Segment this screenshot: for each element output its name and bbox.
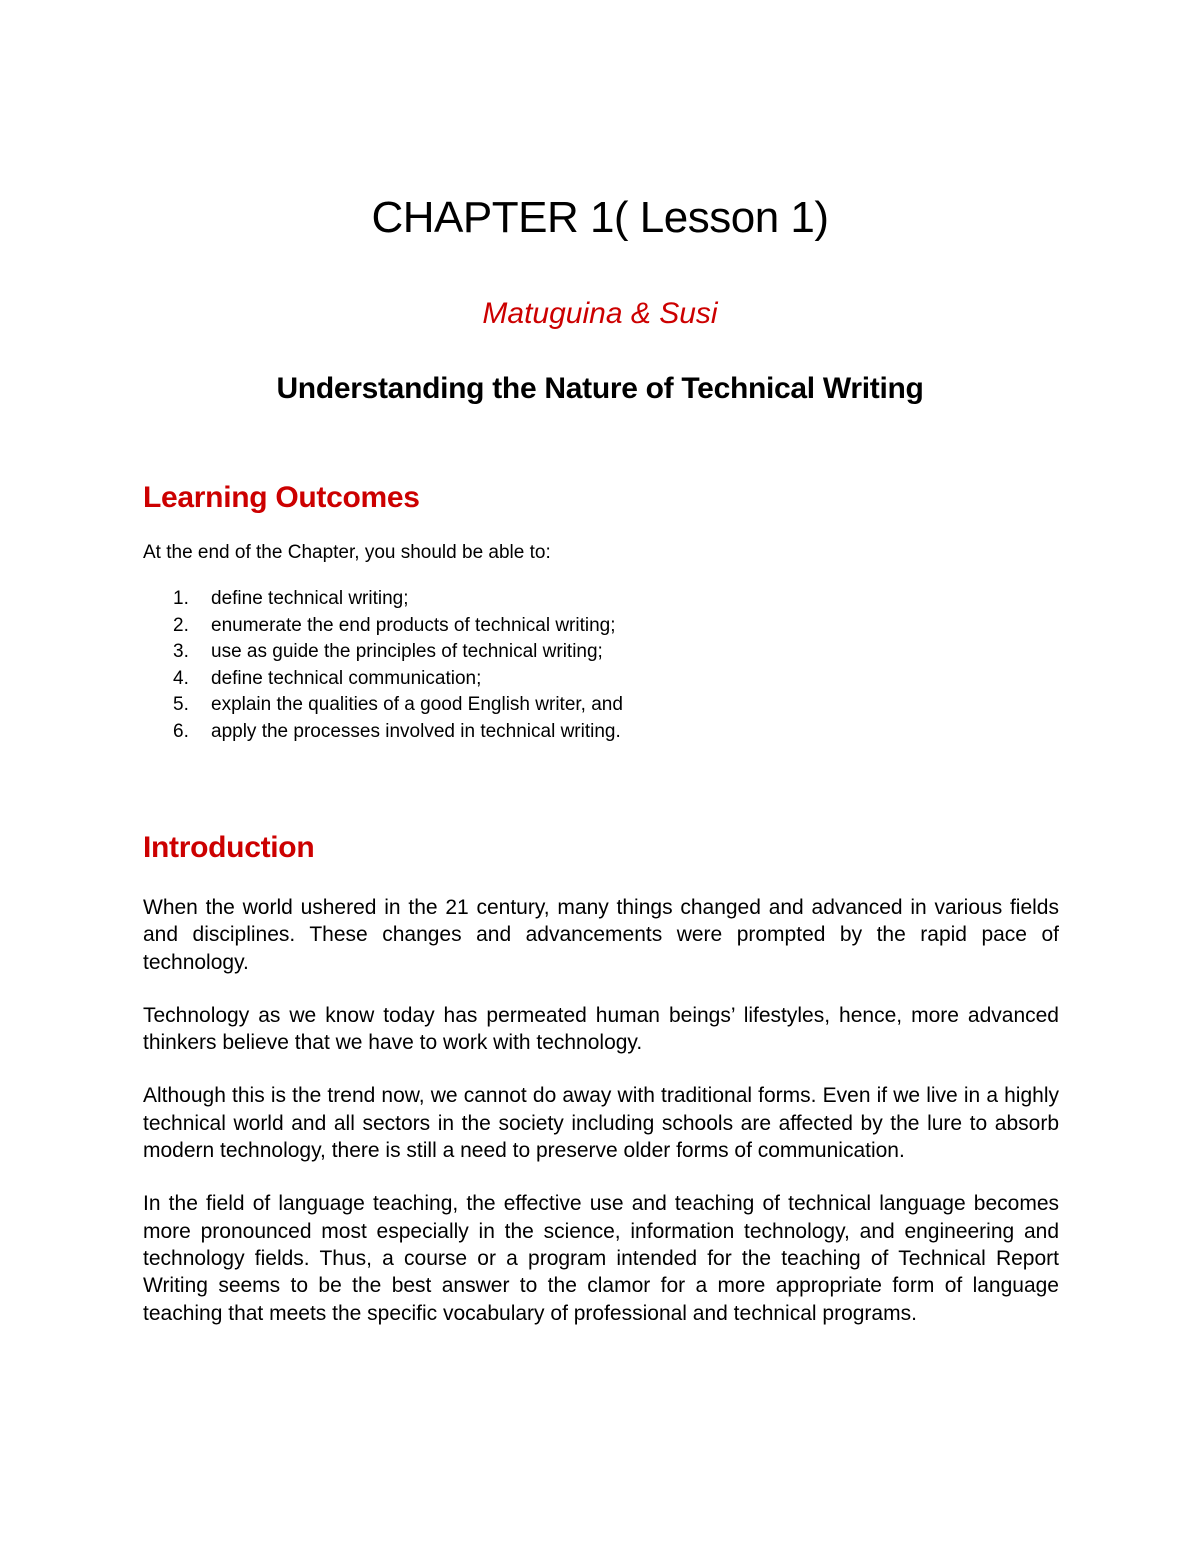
learning-outcomes-heading: Learning Outcomes	[143, 481, 420, 514]
list-item	[143, 692, 623, 719]
list-item-number: 2.	[173, 614, 189, 636]
learning-outcomes-list	[143, 586, 623, 746]
list-item-number: 3.	[173, 641, 189, 663]
list-item-number: 5.	[173, 694, 189, 716]
introduction-paragraph: When the world ushered in the 21 century, many things changed and advanced in various fields and disciplines. These changes and advancements were prompted by the rapid pace of technology.	[143, 896, 1059, 974]
introduction-heading: Introduction	[143, 831, 315, 864]
list-item	[143, 613, 623, 640]
list-item-number: 1.	[173, 588, 189, 609]
list-item	[143, 666, 623, 693]
lesson-subtitle: Understanding the Nature of Technical Writing	[276, 372, 924, 405]
introduction-body	[143, 894, 1059, 1353]
list-item-text: define technical writing;	[211, 588, 409, 609]
list-item-text: use as guide the principles of technical writing;	[211, 641, 603, 663]
list-item-number: 4.	[173, 667, 189, 689]
list-item-text: enumerate the end products of technical writing;	[211, 614, 616, 636]
learning-outcomes-intro: At the end of the Chapter, you should be able to:	[143, 542, 551, 563]
introduction-paragraph: Technology as we know today has permeated human beings’ lifestyles, hence, more advanced thinkers believe that we have to work with technology.	[143, 1003, 1059, 1055]
list-item	[143, 586, 623, 613]
list-item	[143, 719, 623, 746]
list-item	[143, 639, 623, 666]
list-item-number: 6.	[173, 720, 189, 742]
list-item-text: apply the processes involved in technical writing.	[211, 720, 621, 742]
introduction-paragraph: In the field of language teaching, the effective use and teaching of technical language becomes more pronounced most especially in the science, information technology, and engineering and technology fields. Thus, a course or a program intended for the teaching of Technical Report Writing seems to be the best answer to the clamor for a more appropriate form of language teaching that meets the specific vocabulary of professional and technical programs.	[143, 1192, 1059, 1325]
introduction-paragraph: Although this is the trend now, we cannot do away with traditional forms. Even if we live in a highly technical world and all sectors in the society including schools are affected by the lure to absorb modern technology, there is still a need to preserve older forms of communication.	[143, 1084, 1059, 1163]
list-item-text: explain the qualities of a good English writer, and	[211, 694, 623, 716]
authors: Matuguina & Susi	[482, 297, 718, 330]
list-item-text: define technical communication;	[211, 667, 482, 689]
chapter-title: CHAPTER 1( Lesson 1)	[371, 193, 829, 242]
